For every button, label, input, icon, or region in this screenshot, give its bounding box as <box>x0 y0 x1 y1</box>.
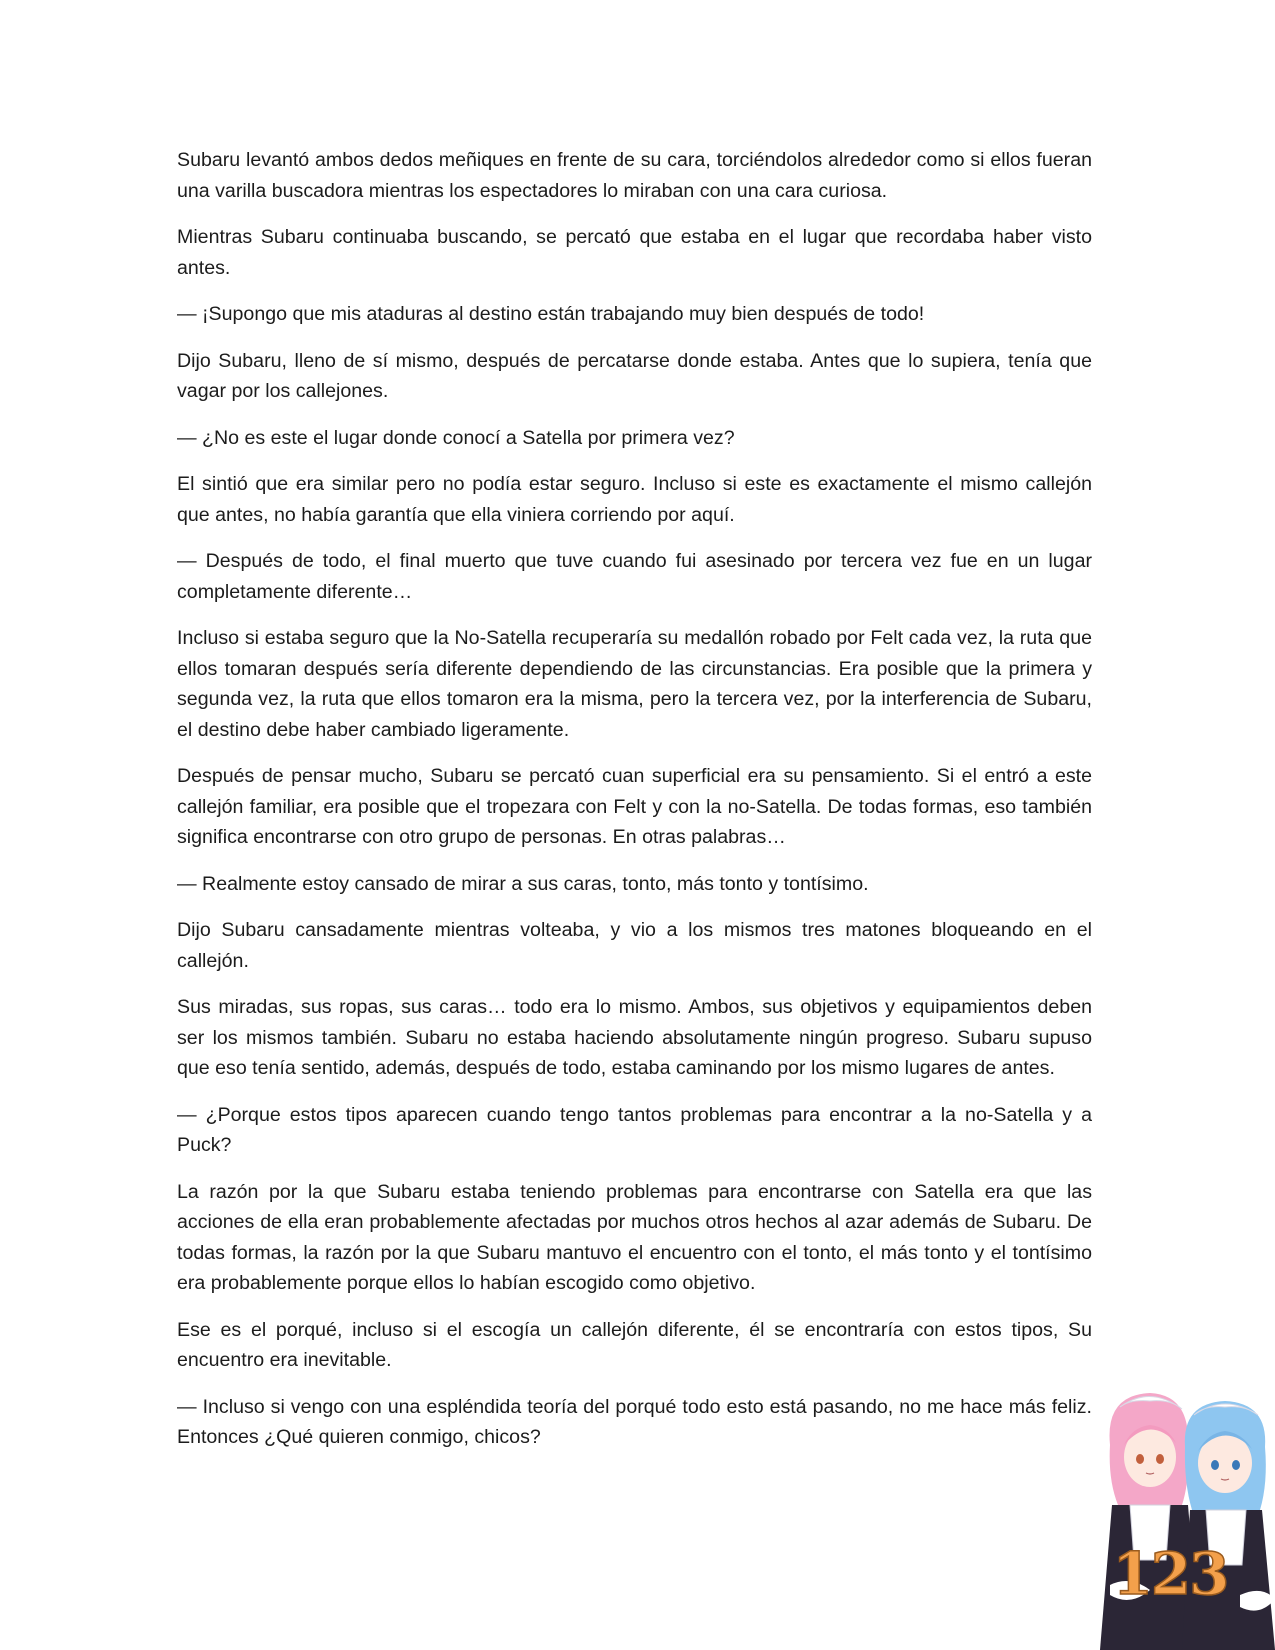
paragraph: Dijo Subaru cansadamente mientras volteaba, y vio a los mismos tres matones bloqueando en el callejón. <box>177 919 1092 972</box>
dialogue-line: — ¿Porque estos tipos aparecen cuando tengo tantos problemas para encontrar a la no-Satella y a Puck? <box>177 1103 1092 1156</box>
dialogue-line: — ¡Supongo que mis ataduras al destino están trabajando muy bien después de todo! <box>177 303 925 325</box>
paragraph: Mientras Subaru continuaba buscando, se percató que estaba en el lugar que recordaba haber visto antes. <box>177 226 1092 279</box>
paragraph: Subaru levantó ambos dedos meñiques en frente de su cara, torciéndolos alrededor como si ellos fueran una varilla buscadora mientras los espectadores lo miraban con una cara curiosa. <box>177 149 1092 202</box>
dialogue-line: — Después de todo, el final muerto que tuve cuando fui asesinado por tercera vez fue en un lugar completamente diferente… <box>177 550 1092 603</box>
paragraph: Después de pensar mucho, Subaru se percató cuan superficial era su pensamiento. Si el entró a este callejón familiar, era posible que el tropezara con Felt y con la no-Satella. De todas formas, eso también significa encontrarse con otro grupo de personas. En otras palabras… <box>177 765 1092 848</box>
blue-maid-figure <box>1182 1401 1275 1650</box>
paragraph: La razón por la que Subaru estaba teniendo problemas para encontrarse con Satella era que las acciones de ella eran probablemente afectadas por muchos otros hechos al azar además de Subaru. De todas formas, la razón por la que Subaru mantuvo el encuentro con el tonto, el más tonto y el tontísimo era probablemente porque ellos lo habían escogido como objetivo. <box>177 1180 1092 1294</box>
twin-maids-illustration <box>1090 1385 1275 1650</box>
page-number: 123 <box>1112 1540 1228 1608</box>
dialogue-line: — Incluso si vengo con una espléndida teoría del porqué todo esto está pasando, no me hace más feliz. Entonces ¿Qué quieren conmigo, chicos? <box>177 1395 1092 1448</box>
body-text <box>177 145 1092 1453</box>
paragraph: Sus miradas, sus ropas, sus caras… todo era lo mismo. Ambos, sus objetivos y equipamientos deben ser los mismos también. Subaru no estaba haciendo absolutamente ningún progreso. Subaru supuso que eso tenía sentido, además, después de todo, estaba caminando por los mismo lugares de antes. <box>177 996 1092 1079</box>
dialogue-line: — Realmente estoy cansado de mirar a sus caras, tonto, más tonto y tontísimo. <box>177 872 869 895</box>
paragraph: Dijo Subaru, lleno de sí mismo, después de percatarse donde estaba. Antes que lo supiera, tenía que vagar por los callejones. <box>177 349 1092 402</box>
dialogue-line: — ¿No es este el lugar donde conocí a Satella por primera vez? <box>177 426 735 449</box>
paragraph: Incluso si estaba seguro que la No-Satella recuperaría su medallón robado por Felt cada vez, la ruta que ellos tomaran después sería diferente dependiendo de las circunstancias. Era posible que la primera y segunda vez, la ruta que ellos tomaron era la misma, pero la tercera vez, por la interferencia de Subaru, el destino debe haber cambiado ligeramente. <box>177 627 1092 741</box>
paragraph: Ese es el porqué, incluso si el escogía un callejón diferente, él se encontraría con estos tipos, Su encuentro era inevitable. <box>177 1318 1092 1371</box>
paragraph: El sintió que era similar pero no podía estar seguro. Incluso si este es exactamente el mismo callejón que antes, no había garantía que ella viniera corriendo por aquí. <box>177 473 1092 526</box>
